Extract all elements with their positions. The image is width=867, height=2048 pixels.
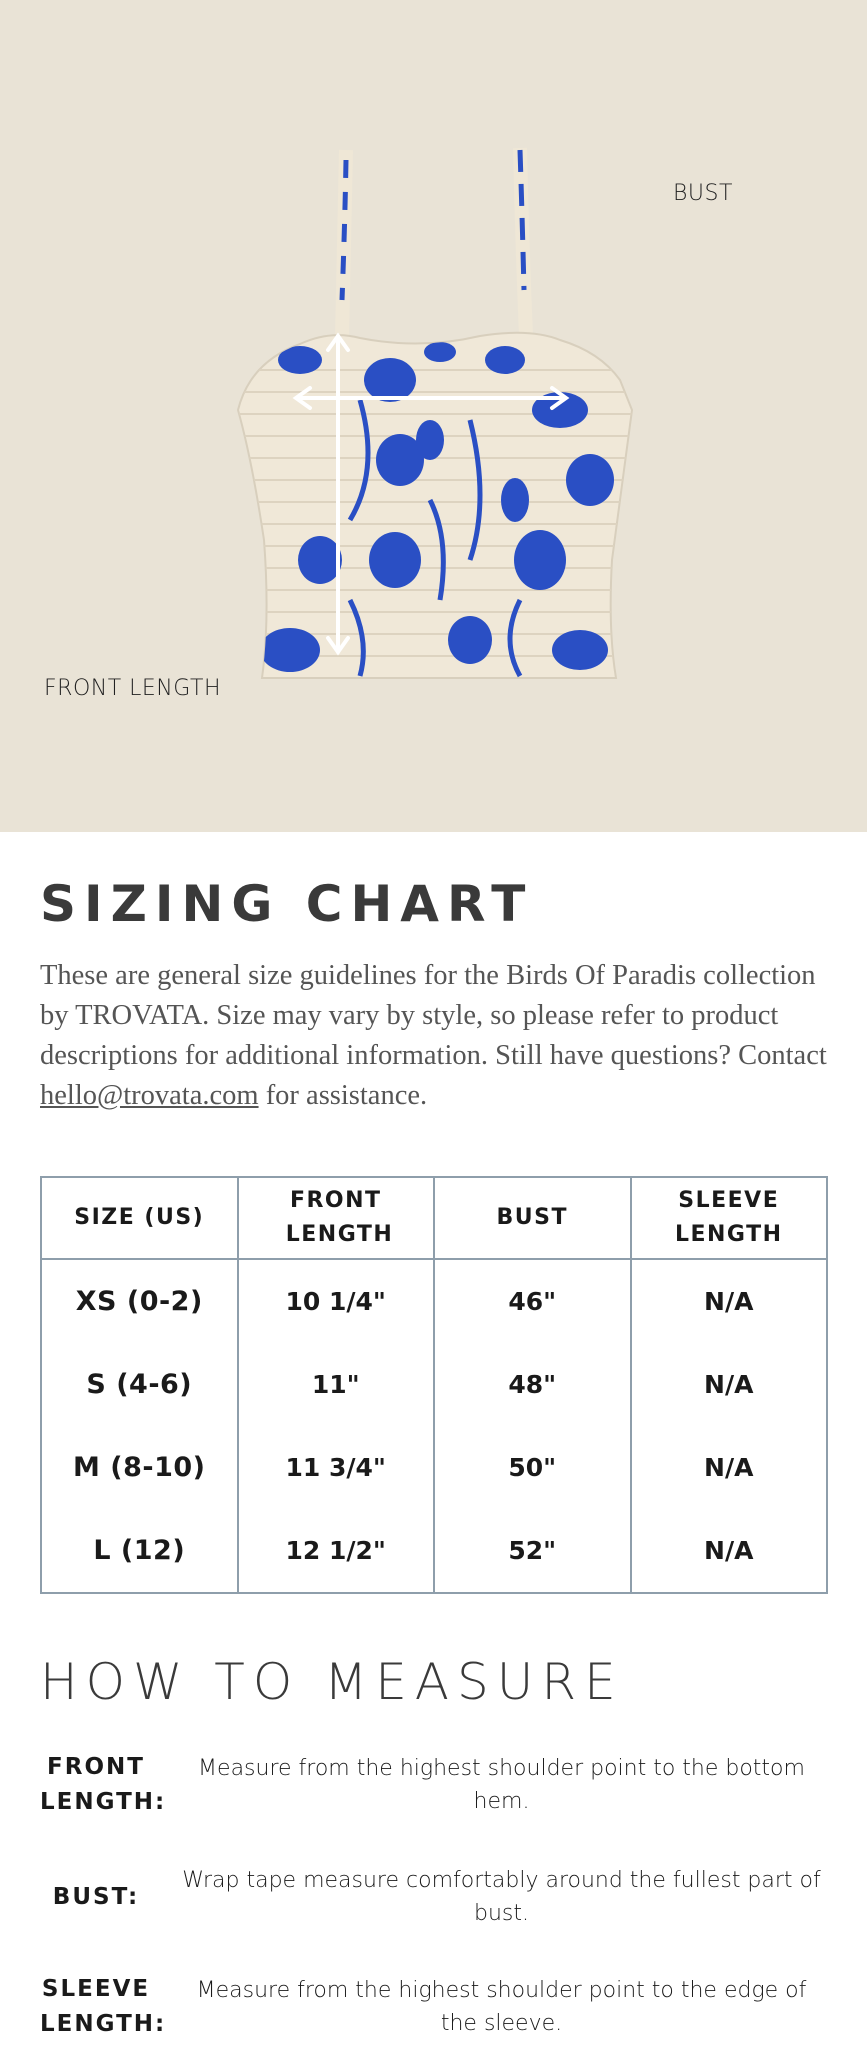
- table-row: [41, 1259, 827, 1343]
- intro-paragraph: [40, 956, 830, 1116]
- measure-desc-bust: Wrap tape measure comfortably around the fullest part of bust.: [182, 1868, 821, 1926]
- header-bust: BUST: [434, 1177, 631, 1259]
- garment-illustration: [0, 0, 867, 832]
- header-front-length-text: FRONT LENGTH: [285, 1188, 394, 1247]
- cell-bust: 48": [434, 1343, 631, 1426]
- sizing-chart-title: SIZING CHART: [40, 875, 534, 933]
- cell-size: XS (0-2): [41, 1259, 238, 1343]
- cell-front-length: 11 3/4": [238, 1426, 435, 1509]
- cell-front-length: 12 1/2": [238, 1509, 435, 1593]
- measure-desc-sleeve-length: Measure from the highest shoulder point to the edge of the sleeve.: [196, 1978, 807, 2036]
- measure-item: [40, 1862, 827, 1932]
- measure-term-front-length: FRONT LENGTH:: [40, 1754, 167, 1815]
- sizing-section: [0, 832, 867, 2042]
- cell-size: S (4-6): [41, 1343, 238, 1426]
- cell-sleeve-length: N/A: [631, 1509, 828, 1593]
- table-row: [41, 1343, 827, 1426]
- measure-term-bust: BUST:: [52, 1883, 140, 1910]
- cell-sleeve-length: N/A: [631, 1343, 828, 1426]
- table-row: [41, 1509, 827, 1593]
- product-image-section: [0, 0, 867, 832]
- measure-term-sleeve-length: SLEEVE LENGTH:: [40, 1976, 167, 2037]
- measure-desc-front-length: Measure from the highest shoulder point to the bottom hem.: [198, 1756, 805, 1814]
- cell-bust: 50": [434, 1426, 631, 1509]
- table-header-row: [41, 1177, 827, 1259]
- measure-item: [40, 1972, 827, 2042]
- cell-bust: 46": [434, 1259, 631, 1343]
- header-size: SIZE (US): [41, 1177, 238, 1259]
- header-sleeve-length-text: SLEEVE LENGTH: [674, 1188, 783, 1247]
- measure-item: [40, 1750, 827, 1820]
- cell-size: L (12): [41, 1509, 238, 1593]
- cell-front-length: 10 1/4": [238, 1259, 435, 1343]
- intro-suffix: for assistance.: [258, 1080, 428, 1111]
- header-sleeve-length: [631, 1177, 828, 1259]
- front-length-label: FRONT LENGTH: [44, 676, 222, 701]
- measure-list: [40, 1750, 827, 2042]
- header-front-length: [238, 1177, 435, 1259]
- table-row: [41, 1426, 827, 1509]
- intro-text: These are general size guidelines for the Birds Of Paradis collection by TROVATA. Size may vary by style, so please refer to product descriptions for additional information. Still have questions? Contact: [40, 960, 827, 1071]
- cell-bust: 52": [434, 1509, 631, 1593]
- cell-sleeve-length: N/A: [631, 1259, 828, 1343]
- cell-size: M (8-10): [41, 1426, 238, 1509]
- cell-front-length: 11": [238, 1343, 435, 1426]
- how-to-measure-title: HOW TO MEASURE: [40, 1653, 624, 1711]
- contact-email-link[interactable]: hello@trovata.com: [40, 1080, 259, 1111]
- cell-sleeve-length: N/A: [631, 1426, 828, 1509]
- bust-label: BUST: [673, 181, 733, 206]
- size-table: [40, 1176, 828, 1594]
